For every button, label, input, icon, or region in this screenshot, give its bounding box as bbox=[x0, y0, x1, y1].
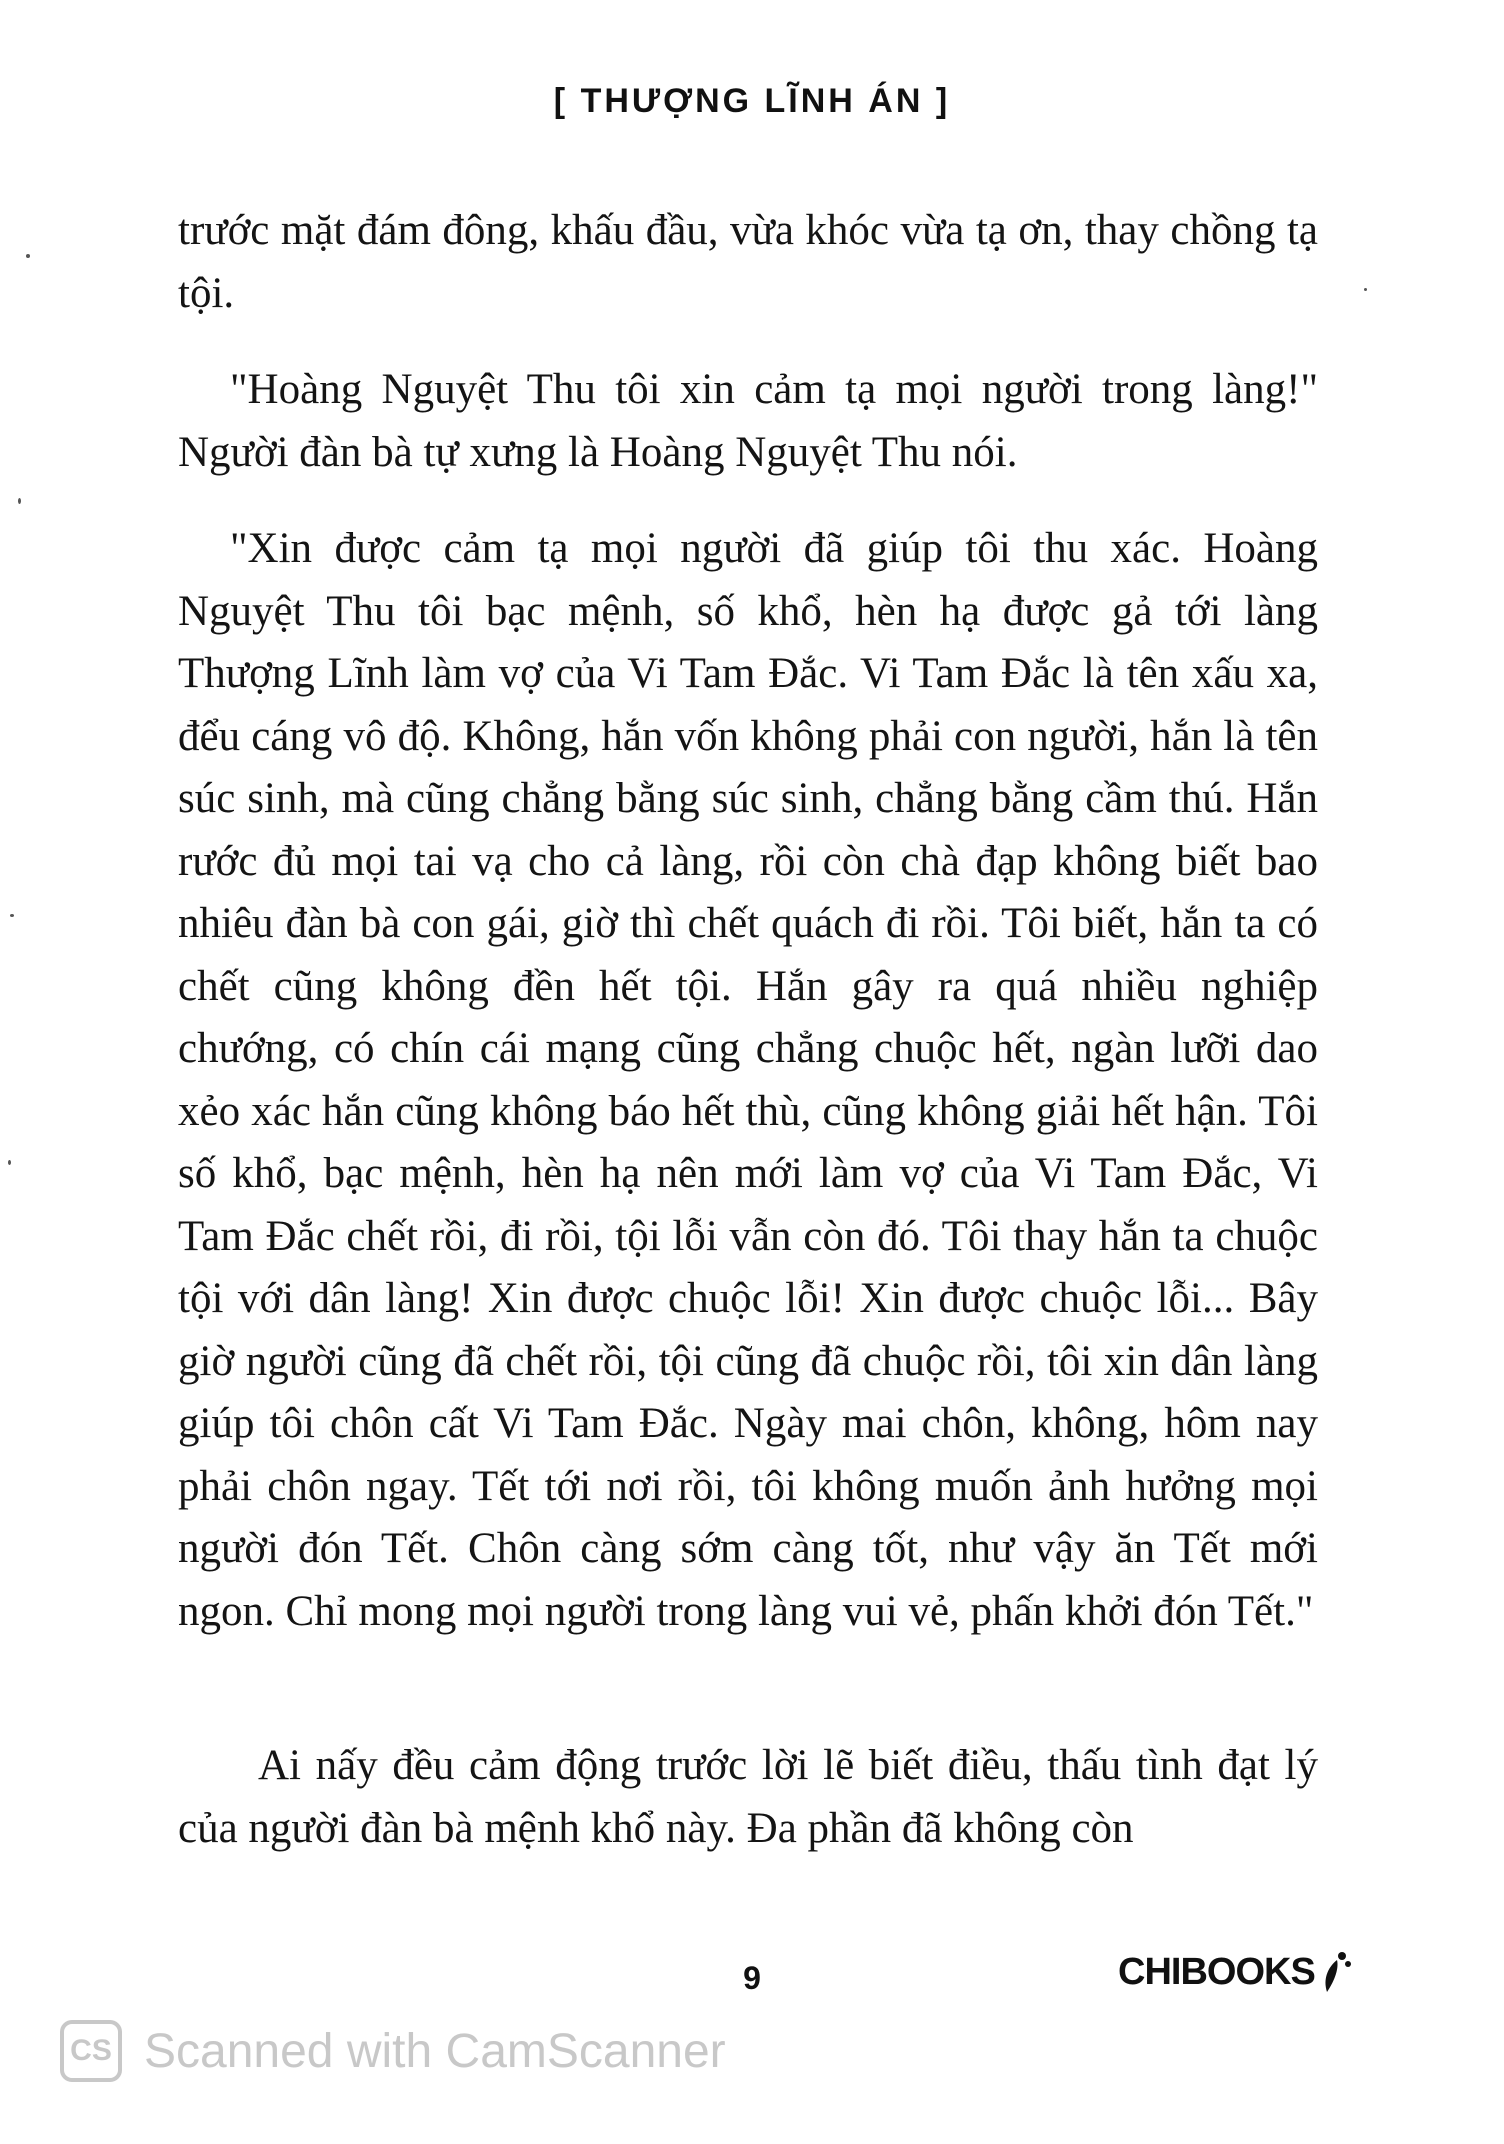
camscanner-icon: CS bbox=[60, 2020, 122, 2082]
body-text bbox=[178, 200, 1318, 1894]
publisher-logo bbox=[1118, 1950, 1351, 1994]
scan-speck bbox=[8, 1160, 11, 1165]
camscanner-watermark bbox=[60, 2020, 726, 2082]
page-number: 9 bbox=[743, 1960, 761, 1996]
scan-speck bbox=[1364, 288, 1367, 291]
paragraph-quote-intro: "Hoàng Nguyệt Thu tôi xin cảm tạ mọi người trong làng!" Người đàn bà tự xưng là Hoàng Nguyệt Thu nói. bbox=[178, 366, 1318, 476]
scan-speck bbox=[26, 254, 30, 258]
leaf-icon bbox=[1317, 1950, 1351, 1994]
paragraph-speech: "Xin được cảm tạ mọi người đã giúp tôi thu xác. Hoàng Nguyệt Thu tôi bạc mệnh, số khổ, hèn hạ được gả tới làng Thượng Lĩnh làm vợ của Vi Tam Đắc. Vi Tam Đắc là tên xấu xa, đểu cáng vô độ. Không, hắn vốn không phải con người, hắn là tên súc sinh, mà cũng chẳng bằng súc sinh, chẳng bằng cầm thú. Hắn rước đủ mọi tai vạ cho cả làng, rồi còn chà đạp không biết bao nhiêu đàn bà con gái, giờ thì chết quách đi rồi. Tôi biết, hắn ta có chết cũng không đền hết tội. Hắn gây ra quá nhiều nghiệp chướng, có chín cái mạng cũng chẳng chuộc hết, ngàn lưỡi dao xẻo xác hắn cũng không báo hết thù, cũng không giải hết hận. Tôi số khổ, bạc mệnh, hèn hạ nên mới làm vợ của Vi Tam Đắc, Vi Tam Đắc chết rồi, đi rồi, tội lỗi vẫn còn đó. Tôi thay hắn ta chuộc tội với dân làng! Xin được chuộc lỗi! Xin được chuộc lỗi... Bây giờ người cũng đã chết rồi, tội cũng đã chuộc rồi, tôi xin dân làng giúp tôi chôn cất Vi Tam Đắc. Ngày mai chôn, không, hôm nay phải chôn ngay. Tết tới nơi rồi, tôi không muốn ảnh hưởng mọi người đón Tết. Chôn càng sớm càng tốt, như vậy ăn Tết mới ngon. Chỉ mong mọi người trong làng vui vẻ, phấn khởi đón Tết." bbox=[178, 525, 1318, 1635]
running-header: [ THƯỢNG LĨNH ÁN ] bbox=[553, 82, 951, 120]
publisher-name: CHIBOOKS bbox=[1118, 1950, 1315, 1993]
paragraph-continuation: trước mặt đám đông, khấu đầu, vừa khóc vừa tạ ơn, thay chồng tạ tội. bbox=[178, 207, 1318, 317]
watermark-text: Scanned with CamScanner bbox=[144, 2024, 726, 2078]
scan-speck bbox=[10, 914, 14, 917]
scan-speck bbox=[18, 498, 21, 504]
paragraph-narration: Ai nấy đều cảm động trước lời lẽ biết điều, thấu tình đạt lý của người đàn bà mệnh khổ này. Đa phần đã không còn bbox=[178, 1742, 1318, 1852]
